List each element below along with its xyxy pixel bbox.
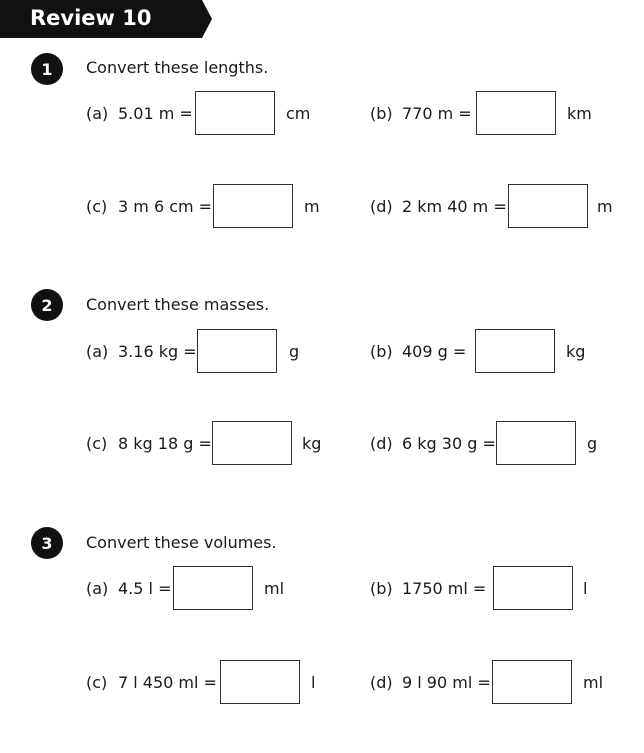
answer-box-2c[interactable] [212, 421, 292, 465]
question-instruction: Convert these lengths. [86, 58, 269, 77]
page-title: Review 10 [30, 6, 152, 30]
answer-box-2a[interactable] [197, 329, 277, 373]
item-label: (b) [370, 104, 393, 123]
item-expression: 2 km 40 m = [402, 197, 507, 216]
item-expression: 770 m = [402, 104, 472, 123]
item-unit: l [311, 673, 316, 692]
question-number-badge: 1 [31, 53, 63, 85]
item-unit: ml [264, 579, 285, 598]
item-unit: l [583, 579, 588, 598]
answer-box-3a[interactable] [173, 566, 253, 610]
item-label: (a) [86, 104, 109, 123]
answer-box-3b[interactable] [493, 566, 573, 610]
item-unit: g [289, 342, 300, 361]
item-expression: 409 g = [402, 342, 467, 361]
question-instruction: Convert these masses. [86, 295, 270, 314]
answer-box-3d[interactable] [492, 660, 572, 704]
item-expression: 9 l 90 ml = [402, 673, 491, 692]
item-unit: m [597, 197, 613, 216]
item-label: (d) [370, 434, 393, 453]
answer-box-2d[interactable] [496, 421, 576, 465]
answer-box-2b[interactable] [475, 329, 555, 373]
question-number-badge: 2 [31, 289, 63, 321]
item-expression: 1750 ml = [402, 579, 487, 598]
answer-box-1a[interactable] [195, 91, 275, 135]
item-expression: 3.16 kg = [118, 342, 197, 361]
item-expression: 6 kg 30 g = [402, 434, 496, 453]
question-instruction: Convert these volumes. [86, 533, 277, 552]
item-unit: kg [302, 434, 322, 453]
item-unit: ml [583, 673, 604, 692]
item-label: (d) [370, 197, 393, 216]
item-expression: 3 m 6 cm = [118, 197, 213, 216]
answer-box-1c[interactable] [213, 184, 293, 228]
item-label: (c) [86, 673, 108, 692]
item-unit: cm [286, 104, 311, 123]
answer-box-3c[interactable] [220, 660, 300, 704]
item-expression: 4.5 l = [118, 579, 172, 598]
item-expression: 8 kg 18 g = [118, 434, 212, 453]
item-label: (d) [370, 673, 393, 692]
item-expression: 5.01 m = [118, 104, 193, 123]
item-unit: g [587, 434, 598, 453]
item-label: (c) [86, 197, 108, 216]
item-label: (a) [86, 342, 109, 361]
answer-box-1b[interactable] [476, 91, 556, 135]
item-label: (c) [86, 434, 108, 453]
question-number-badge: 3 [31, 527, 63, 559]
item-unit: m [304, 197, 320, 216]
item-label: (b) [370, 342, 393, 361]
answer-box-1d[interactable] [508, 184, 588, 228]
item-label: (a) [86, 579, 109, 598]
item-unit: km [567, 104, 592, 123]
item-expression: 7 l 450 ml = [118, 673, 217, 692]
item-unit: kg [566, 342, 586, 361]
item-label: (b) [370, 579, 393, 598]
